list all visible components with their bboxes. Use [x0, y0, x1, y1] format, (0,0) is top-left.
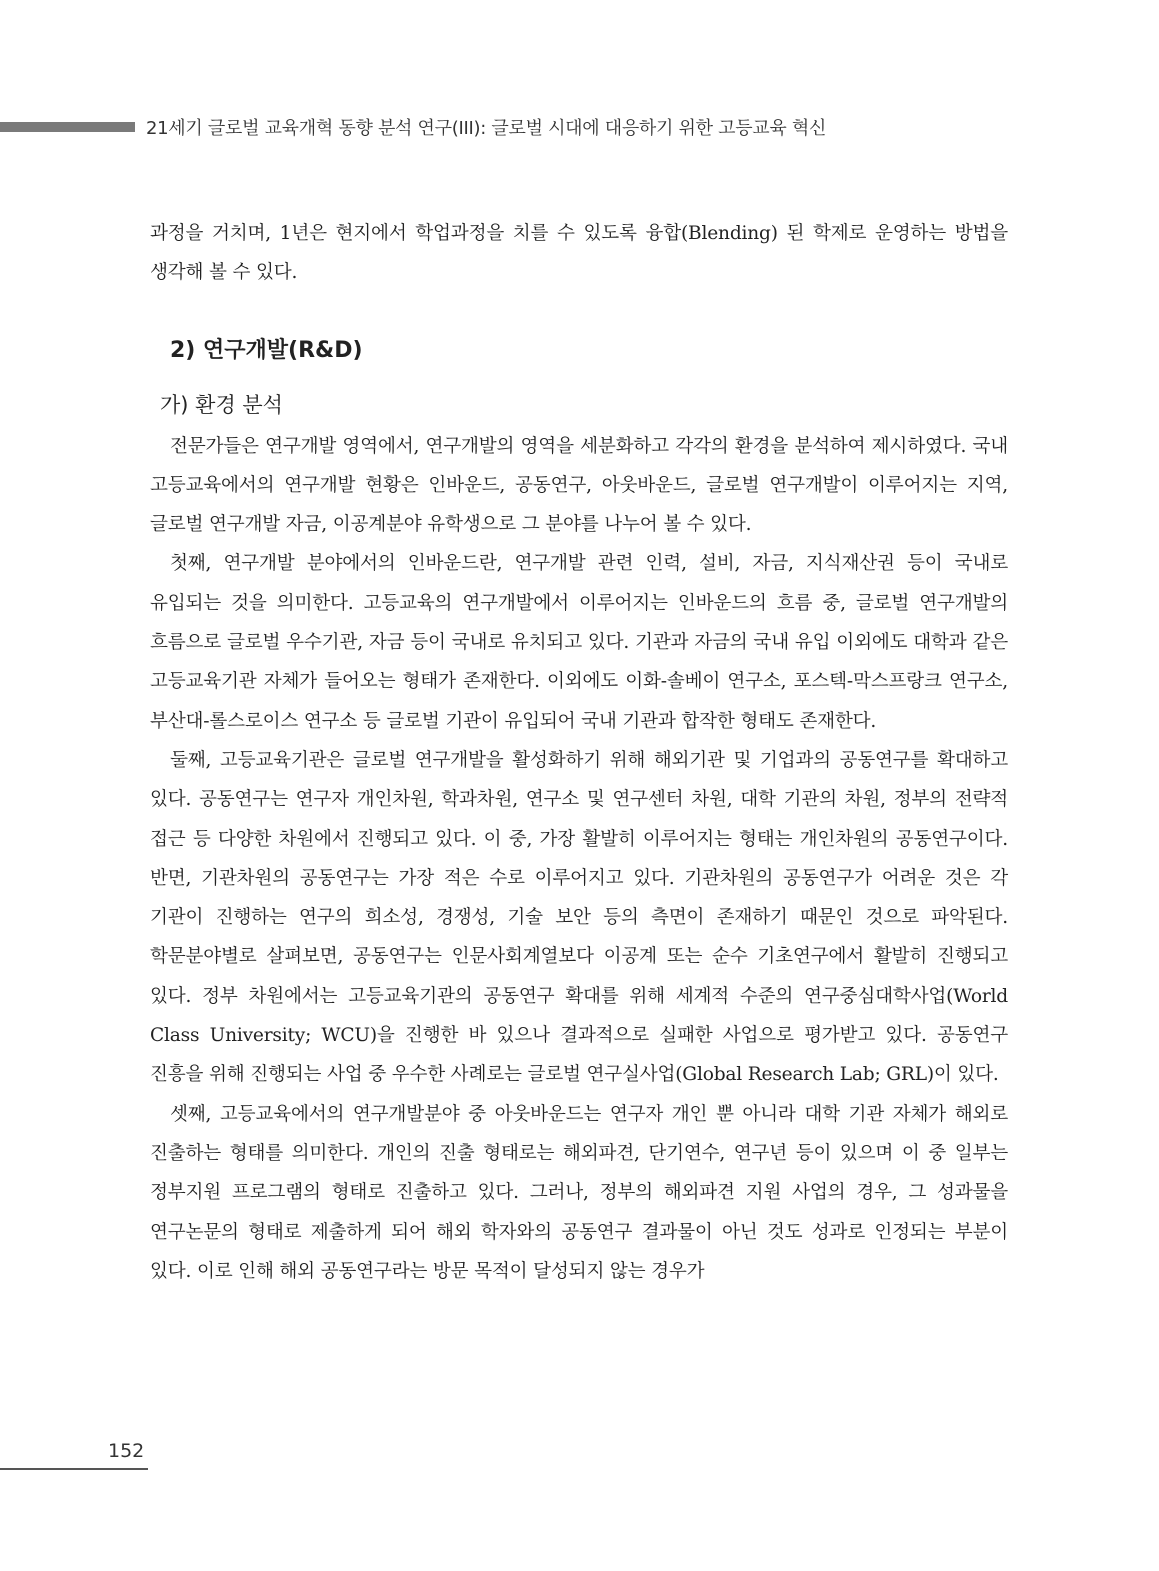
body-paragraph: 첫째, 연구개발 분야에서의 인바운드란, 연구개발 관련 인력, 설비, 자금, 지식재산권 등이 국내로 유입되는 것을 의미한다. 고등교육의 연구개발에서 이루어지는 인바운드의 흐름 중, 글로벌 연구개발의 흐름으로 글로벌 우수기관, 자금 등이 국내로 유치되고 있다. 기관과 자금의 국내 유입 이외에도 대학과 같은 고등교육기관 자체가 들어오는 형태가 존재한다. 이외에도 이화-솔베이 연구소, 포스텍-막스프랑크 연구소, 부산대-롤스로이스 연구소 등 글로벌 기관이 유입되어 국내 기관과 합작한 형태도 존재한다.	[150, 553, 1008, 732]
body-paragraph: 전문가들은 연구개발 영역에서, 연구개발의 영역을 세분화하고 각각의 환경을 분석하여 제시하였다. 국내 고등교육에서의 연구개발 현황은 인바운드, 공동연구, 아웃바운드, 글로벌 연구개발이 이루어지는 지역, 글로벌 연구개발 자금, 이공계분야 유학생으로 그 분야를 나누어 볼 수 있다.	[150, 435, 1008, 536]
footer-rule	[0, 1468, 148, 1470]
section-heading: 2) 연구개발(R&D)	[170, 337, 363, 363]
subsection-heading: 가) 환경 분석	[160, 392, 283, 417]
header-bar	[0, 122, 135, 132]
intro-paragraph: 과정을 거치며, 1년은 현지에서 학업과정을 치를 수 있도록 융합(Blending) 된 학제로 운영하는 방법을 생각해 볼 수 있다.	[150, 223, 1008, 284]
page-content	[150, 214, 1008, 1291]
body-paragraph: 셋째, 고등교육에서의 연구개발분야 중 아웃바운드는 연구자 개인 뿐 아니라 대학 기관 자체가 해외로 진출하는 형태를 의미한다. 개인의 진출 형태로는 해외파견, 단기연수, 연구년 등이 있으며 이 중 일부는 정부지원 프로그램의 형태로 진출하고 있다. 그러나, 정부의 해외파견 지원 사업의 경우, 그 성과물을 연구논문의 형태로 제출하게 되어 해외 학자와의 공동연구 결과물이 아닌 것도 성과로 인정되는 부분이 있다. 이로 인해 해외 공동연구라는 방문 목적이 달성되지 않는 경우가	[150, 1103, 1008, 1282]
page-number: 152	[108, 1440, 145, 1462]
running-header-title: 21세기 글로벌 교육개혁 동향 분석 연구(III): 글로벌 시대에 대응하기 위한 고등교육 혁신	[146, 118, 827, 139]
body-paragraph: 둘째, 고등교육기관은 글로벌 연구개발을 활성화하기 위해 해외기관 및 기업과의 공동연구를 확대하고 있다. 공동연구는 연구자 개인차원, 학과차원, 연구소 및 연구센터 차원, 대학 기관의 차원, 정부의 전략적 접근 등 다양한 차원에서 진행되고 있다. 이 중, 가장 활발히 이루어지는 형태는 개인차원의 공동연구이다. 반면, 기관차원의 공동연구는 가장 적은 수로 이루어지고 있다. 기관차원의 공동연구가 어려운 것은 각 기관이 진행하는 연구의 희소성, 경쟁성, 기술 보안 등의 측면이 존재하기 때문인 것으로 파악된다. 학문분야별로 살펴보면, 공동연구는 인문사회계열보다 이공계 또는 순수 기초연구에서 활발히 진행되고 있다. 정부 차원에서는 고등교육기관의 공동연구 확대를 위해 세계적 수준의 연구중심대학사업(World Class University; WCU)을 진행한 바 있으나 결과적으로 실패한 사업으로 평가받고 있다. 공동연구 진흥을 위해 진행되는 사업 중 우수한 사례로는 글로벌 연구실사업(Global Research Lab; GRL)이 있다.	[150, 749, 1008, 1086]
